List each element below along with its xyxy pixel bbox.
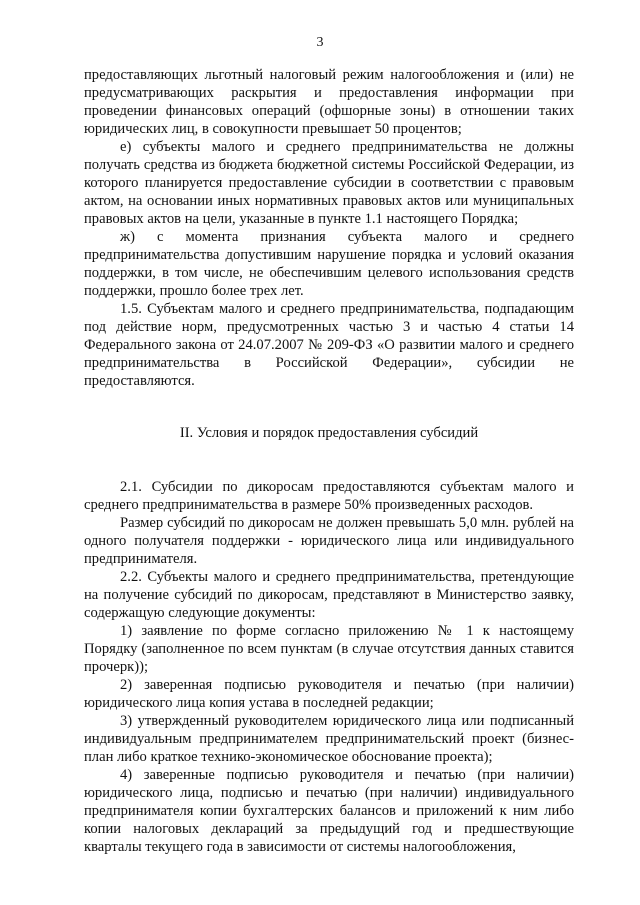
spacer bbox=[84, 390, 574, 408]
spacer bbox=[84, 460, 574, 478]
paragraph-2-2: 2.2. Субъекты малого и среднего предпринимательства, претендующие на получение субсидий по дикоросам, представляют в Министерство заявку, содержащую следующие документы: bbox=[84, 569, 574, 621]
page-number: 3 bbox=[316, 35, 324, 50]
list-item-4: 4) заверенные подписью руководителя и печатью (при наличии) юридического лица, подписью и печатью (при наличии) индивидуального предпринимателя копии бухгалтерских балансов и приложений к ним либо копии налоговых деклараций за предыдущий год и предшествующие кварталы текущего года в зависимости от системы налогообложения, bbox=[84, 767, 574, 855]
paragraph-item-zh: ж) с момента признания субъекта малого и среднего предпринимательства допустившим нарушение порядка и условий оказания поддержки, в том числе, не обеспечившим целевого использования средств поддержки, прошло более трех лет. bbox=[84, 229, 574, 299]
list-item-3: 3) утвержденный руководителем юридического лица или подписанный индивидуальным предпринимателем предпринимательский проект (бизнес-план либо краткое технико-экономическое обоснование проекта); bbox=[84, 713, 574, 765]
paragraph-continuation: предоставляющих льготный налоговый режим налогообложения и (или) не предусматривающих раскрытия и предоставления информации при проведении финансовых операций (офшорные зоны) в отношении таких юридических лиц, в совокупности превышает 50 процентов; bbox=[84, 67, 574, 137]
paragraph-1-5: 1.5. Субъектам малого и среднего предпринимательства, подпадающим под действие норм, предусмотренных частью 3 и частью 4 статьи 14 Федерального закона от 24.07.2007 № 209-ФЗ «О развитии малого и среднего предпринимательства в Российской Федерации», субсидии не предоставляются. bbox=[84, 301, 574, 389]
section-heading: II. Условия и порядок предоставления субсидий bbox=[179, 425, 479, 441]
list-item-1: 1) заявление по форме согласно приложению № 1 к настоящему Порядку (заполненное по всем пунктам (в случае отсутствия данных ставится прочерк)); bbox=[84, 623, 574, 675]
paragraph-2-1: 2.1. Субсидии по дикоросам предоставляются субъектам малого и среднего предпринимательства в размере 50% произведенных расходов. bbox=[84, 479, 574, 513]
list-item-2: 2) заверенная подписью руководителя и печатью (при наличии) юридического лица копия устава в последней редакции; bbox=[84, 677, 574, 711]
paragraph-subsidy-limit: Размер субсидий по дикоросам не должен превышать 5,0 млн. рублей на одного получателя поддержки - юридического лица или индивидуального предпринимателя. bbox=[84, 515, 574, 567]
paragraph-item-e: е) субъекты малого и среднего предпринимательства не должны получать средства из бюджета бюджетной системы Российской Федерации, из которого планируется предоставление субсидии в соответствии с правовым актом, на основании иных нормативных правовых актов или муниципальных правовых актов на цели, указанные в пункте 1.1 настоящего Порядка; bbox=[84, 139, 574, 227]
document-body bbox=[84, 66, 574, 856]
